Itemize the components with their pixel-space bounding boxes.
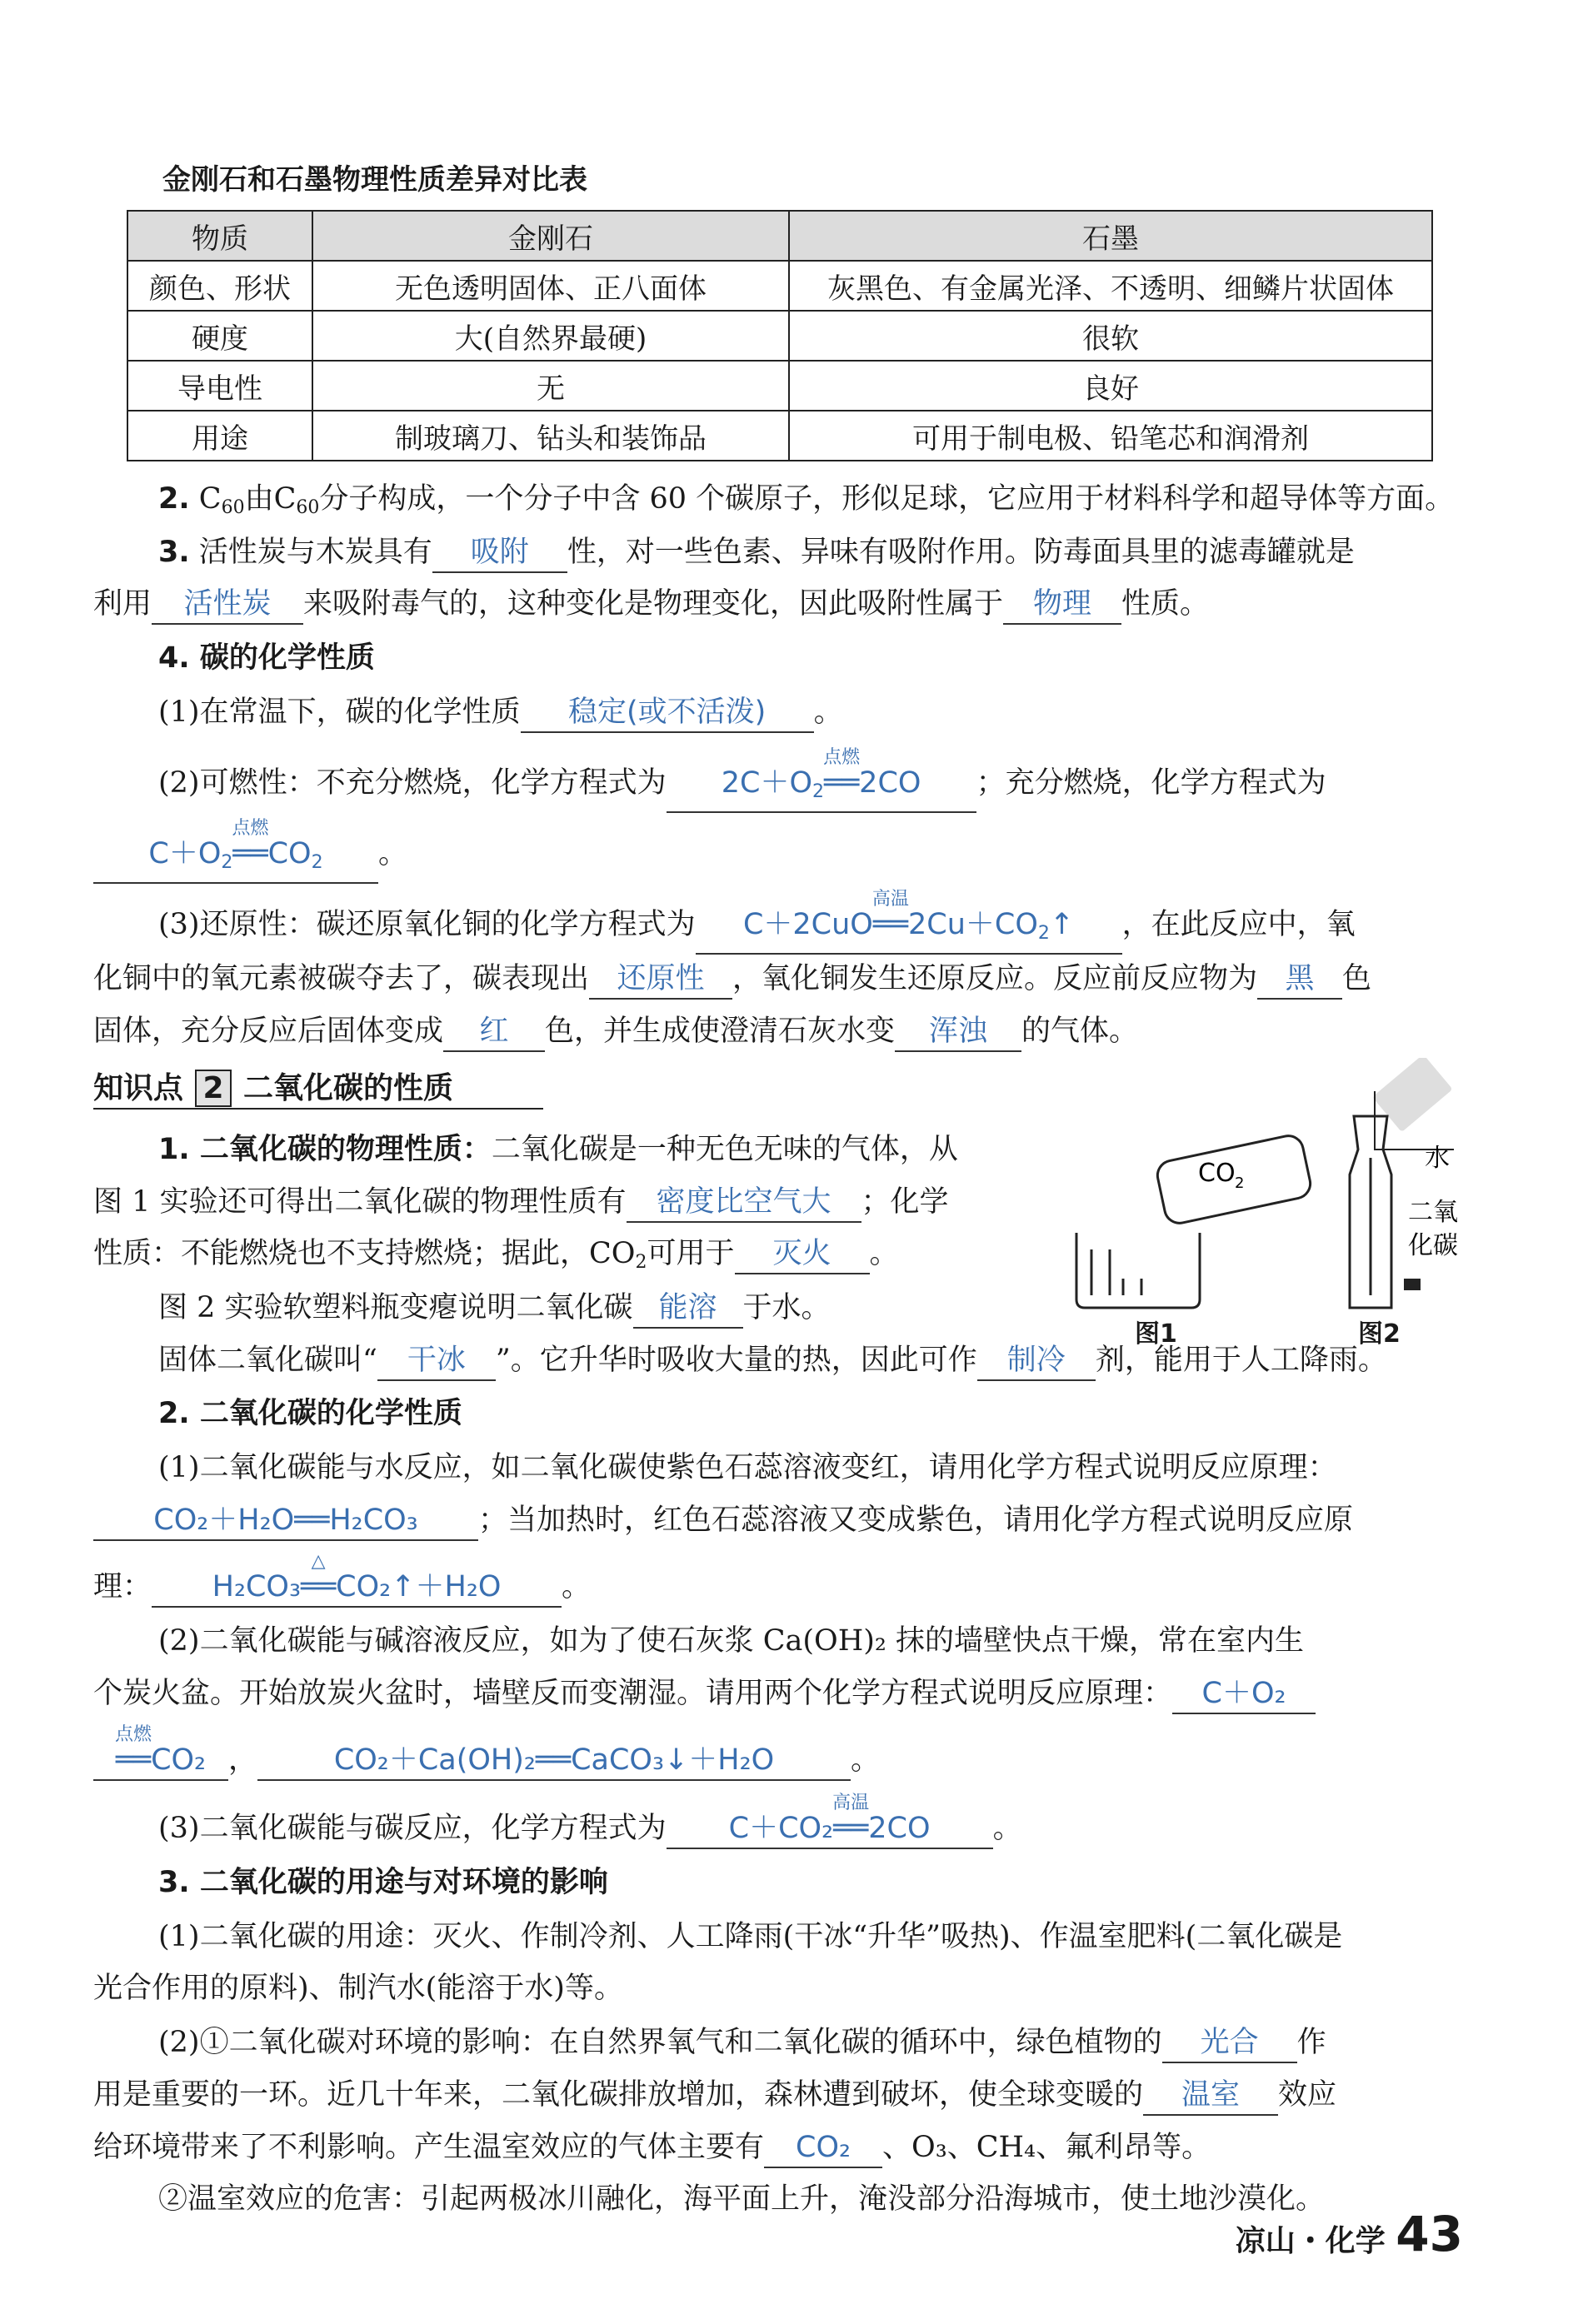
co2-phys-line3: 性质：不能燃烧也不支持燃烧；据此，$CO_2$可用于 灭火 。: [93, 1233, 1026, 1284]
cap-icon: [1404, 1279, 1421, 1290]
table-cell: 灰黑色、有金属光泽、不透明、细鳞片状固体: [789, 261, 1432, 311]
q3-line2: 利用 活性炭 来吸附毒气的，这种变化是物理变化，因此吸附性属于 物理 性质。: [93, 583, 1460, 625]
table-cell: 导电性: [127, 361, 312, 411]
q4-p2-line1: (2)可燃性：不充分燃烧，化学方程式为 $2C+O_2$ 点燃 ══2CO ；充分燃烧，化学方程式为: [158, 762, 1525, 813]
q4-p3-line3: 固体，充分反应后固体变成 红 色，并生成使澄清石灰水变 浑浊 的气体。: [93, 1010, 1460, 1052]
header-cell: 金刚石: [312, 211, 789, 261]
equation-blank: C＋2CuO 高温 $══2Cu+CO_2↑$: [696, 905, 1122, 955]
answer-blank: 稳定(或不活泼): [521, 693, 814, 733]
answer-blank: 密度比空气大: [627, 1183, 861, 1223]
q4-p3-line1: (3)还原性：碳还原氧化铜的化学方程式为 C＋2CuO 高温 $══2Cu+CO_2↑$ ，在此反应中，氧: [158, 904, 1525, 955]
equation-blank: C＋CO₂ 高温 ══2CO: [667, 1809, 993, 1849]
equation-blank: H₂CO₃ △ ══CO₂↑＋H₂O: [152, 1568, 562, 1608]
experiment-illustration: [1058, 1058, 1491, 1316]
co2-chem-p1-line2: CO₂＋H₂O══H₂CO₃ ；当加热时，红色石蕊溶液又变成紫色，请用化学方程式说明反应原: [93, 1499, 1460, 1541]
co2-use-p3: ②温室效应的危害：引起两极冰川融化，海平面上升，淹没部分沿海城市，使土地沙漠化。: [158, 2182, 1326, 2216]
table-row: [127, 411, 1432, 461]
answer-blank: 黑: [1257, 960, 1342, 1000]
water-label: 水: [1425, 1144, 1450, 1173]
co2-phys-line5: 固体二氧化碳叫“ 干冰 ”。它升华时吸收大量的热，因此可作 制冷 剂，能用于人工降雨。: [158, 1339, 1525, 1381]
water-beaker-icon: [1372, 1058, 1453, 1132]
q3-line1: 3. 活性炭与木炭具有 吸附 性，对一些色素、异味有吸附作用。防毒面具里的滤毒罐就是: [158, 531, 1525, 573]
knowledge-point-number: 2: [195, 1070, 232, 1107]
table-cell: 颜色、形状: [127, 261, 312, 311]
equation-blank: $2C+O_2$ 点燃 ══2CO: [667, 764, 976, 813]
comparison-table: [127, 210, 1433, 461]
figure-1-caption: 图1: [1135, 1319, 1177, 1349]
table-cell: 制玻璃刀、钻头和装饰品: [312, 411, 789, 461]
co2-use-heading: 3. 二氧化碳的用途与对环境的影响: [158, 1866, 608, 1899]
q4-p1: (1)在常温下，碳的化学性质 稳定(或不活泼) 。: [158, 691, 1525, 733]
answer-blank: 红: [443, 1012, 545, 1052]
table-cell: 用途: [127, 411, 312, 461]
table-cell: 无: [312, 361, 789, 411]
table-cell: 大(自然界最硬): [312, 311, 789, 361]
answer-blank: 干冰: [377, 1341, 496, 1381]
co2-use-p2-line3: 给环境带来了不利影响。产生温室效应的气体主要有 CO₂ 、O₃、CH₄、氟利昂等。: [93, 2127, 1460, 2168]
gas-label-1: 二氧: [1408, 1198, 1458, 1227]
co2-use-p2-line2: 用是重要的一环。近几十年来，二氧化碳排放增加，森林遭到破坏，使全球变暖的 温室 效应: [93, 2074, 1460, 2116]
co2-label: CO: [1198, 1159, 1236, 1188]
answer-blank: CO₂: [764, 2128, 882, 2168]
equation-blank: 点燃 ══CO₂: [93, 1741, 228, 1781]
knowledge-point-heading: 知识点 2 二氧化碳的性质: [93, 1071, 454, 1105]
answer-blank: 灭火: [735, 1234, 870, 1274]
header-cell: 石墨: [789, 211, 1432, 261]
table-row: [127, 261, 1432, 311]
figure-2-caption: 图2: [1358, 1319, 1401, 1349]
answer-blank: 制冷: [977, 1341, 1096, 1381]
table-cell: 良好: [789, 361, 1432, 411]
co2-chem-p2-line3: 点燃 ══CO₂ ， CO₂＋Ca(OH)₂══CaCO₃↓＋H₂O 。: [93, 1739, 1460, 1781]
table-row: [127, 311, 1432, 361]
svg-text:2: 2: [1235, 1174, 1245, 1192]
table-title: 金刚石和石墨物理性质差异对比表: [162, 163, 587, 197]
co2-use-p1b: 光合作用的原料)、制汽水(能溶于水)等。: [93, 1972, 623, 2005]
page-footer: [1236, 2206, 1463, 2262]
table-cell: 很软: [789, 311, 1432, 361]
co2-phys-line4: 图 2 实验软塑料瓶变瘪说明二氧化碳 能溶 于水。: [158, 1287, 1058, 1329]
co2-use-p2-line1: (2)①二氧化碳对环境的影响：在自然界氧气和二氧化碳的循环中，绿色植物的 光合 作: [158, 2022, 1525, 2063]
beaker-icon: [1076, 1233, 1200, 1308]
answer-blank: 温室: [1143, 2076, 1278, 2116]
answer-blank: 物理: [1003, 585, 1121, 625]
q4-heading: 4. 碳的化学性质: [158, 641, 375, 675]
table-cell: 无色透明固体、正八面体: [312, 261, 789, 311]
co2-chem-p2-line2: 个炭火盆。开始放炭火盆时，墙壁反而变潮湿。请用两个化学方程式说明反应原理： C＋O₂: [93, 1673, 1460, 1714]
q4-p3-line2: 化铜中的氧元素被碳夺去了，碳表现出 还原性 ，氧化铜发生还原反应。反应前反应物为 黑 色: [93, 958, 1460, 1000]
answer-blank: 浑浊: [895, 1012, 1021, 1052]
page-number: 43: [1396, 2206, 1463, 2262]
equation-blank: CO₂＋Ca(OH)₂══CaCO₃↓＋H₂O: [257, 1741, 851, 1781]
equation-blank: $C+O_2$ 点燃 $══CO_2$: [93, 835, 378, 884]
equation-blank: CO₂＋H₂O══H₂CO₃: [93, 1501, 478, 1541]
answer-blank: 活性炭: [152, 585, 303, 625]
co2-use-p1a: (1)二氧化碳的用途：灭火、作制冷剂、人工降雨(干冰“升华”吸热)、作温室肥料(二氧化碳是: [158, 1920, 1343, 1953]
co2-chem-p3: (3)二氧化碳能与碳反应，化学方程式为 C＋CO₂ 高温 ══2CO 。: [158, 1808, 1525, 1849]
c60-paragraph: 2. $C_{60}$由$C_{60}$分子构成，一个分子中含 60 个碳原子，形似足球，它应用于材料科学和超导体等方面。: [158, 482, 1455, 518]
q4-p2-line2: $C+O_2$ 点燃 $══CO_2$ 。: [93, 833, 1460, 884]
answer-blank: 能溶: [633, 1289, 743, 1329]
table-row: [127, 361, 1432, 411]
table-cell: 可用于制电极、铅笔芯和润滑剂: [789, 411, 1432, 461]
heading-underline: [93, 1108, 543, 1110]
co2-phys-line2: 图 1 实验还可得出二氧化碳的物理性质有 密度比空气大 ；化学: [93, 1181, 1026, 1223]
gas-label-2: 化碳: [1408, 1231, 1458, 1260]
table-header-row: [127, 211, 1432, 261]
co2-chem-p1-line1: (1)二氧化碳能与水反应，如二氧化碳使紫色石蕊溶液变红，请用化学方程式说明反应原理：: [158, 1451, 1337, 1484]
footer-label: 凉山・化学: [1235, 2224, 1386, 2258]
co2-phys-line1: 1. 二氧化碳的物理性质：二氧化碳是一种无色无味的气体，从: [158, 1133, 958, 1166]
equation-blank: C＋O₂: [1172, 1674, 1316, 1714]
answer-blank: 光合: [1162, 2023, 1297, 2063]
table-cell: 硬度: [127, 311, 312, 361]
header-cell: 物质: [127, 211, 312, 261]
answer-blank: 还原性: [589, 960, 732, 1000]
co2-chem-p2-line1: (2)二氧化碳能与碱溶液反应，如为了使石灰浆 Ca(OH)₂ 抹的墙壁快点干燥，常在室内生: [158, 1624, 1305, 1658]
experiment-figure: [1058, 1058, 1491, 1349]
co2-chem-heading: 2. 二氧化碳的化学性质: [158, 1397, 462, 1430]
answer-blank: 吸附: [432, 533, 567, 573]
co2-chem-p1-line3: 理： H₂CO₃ △ ══CO₂↑＋H₂O 。: [93, 1566, 1460, 1608]
